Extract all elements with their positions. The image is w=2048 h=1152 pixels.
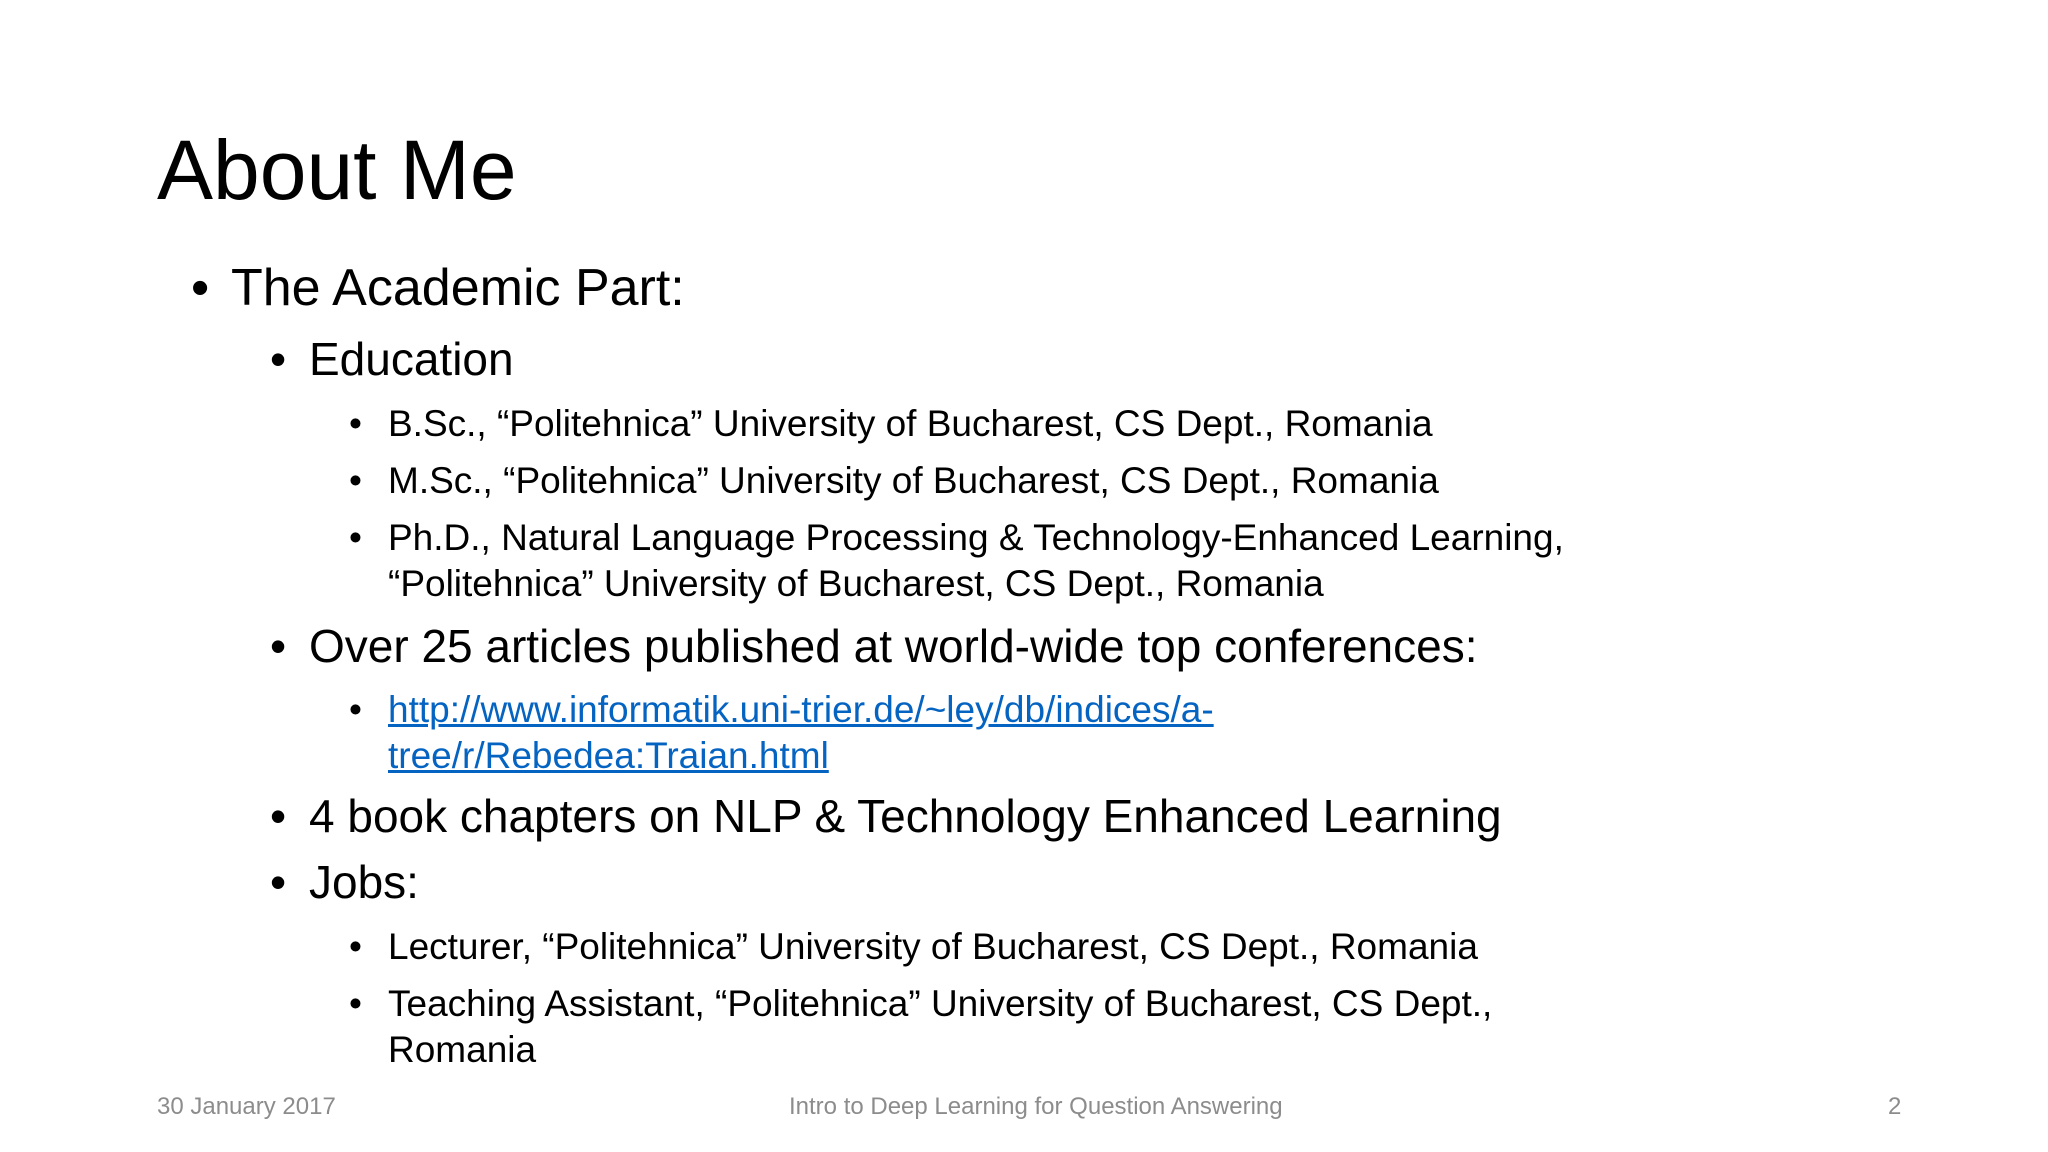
item-book-chapters: 4 book chapters on NLP & Technology Enhanced Learning bbox=[309, 790, 1502, 842]
bullet-phd: • bbox=[349, 517, 362, 558]
bullet-academic: • bbox=[191, 259, 210, 317]
item-articles: Over 25 articles published at world-wide top conferences: bbox=[309, 620, 1478, 672]
bullet-articles: • bbox=[270, 620, 287, 672]
bullet-msc: • bbox=[349, 460, 362, 501]
slide-title: About Me bbox=[157, 123, 517, 217]
item-bsc: B.Sc., “Politehnica” University of Bucharest, CS Dept., Romania bbox=[388, 403, 1433, 444]
item-education: Education bbox=[309, 333, 514, 385]
footer-page-number: 2 bbox=[1888, 1093, 1902, 1120]
footer-date: 30 January 2017 bbox=[157, 1093, 336, 1120]
item-lecturer: Lecturer, “Politehnica” University of Bucharest, CS Dept., Romania bbox=[388, 926, 1478, 967]
item-teaching-assistant-line2: Romania bbox=[388, 1029, 537, 1070]
footer-presentation-title: Intro to Deep Learning for Question Answering bbox=[789, 1093, 1283, 1120]
publications-link-line1[interactable]: http://www.informatik.uni-trier.de/~ley/db/indices/a- bbox=[388, 689, 1214, 730]
bullet-bsc: • bbox=[349, 403, 362, 444]
item-teaching-assistant-line1: Teaching Assistant, “Politehnica” University of Bucharest, CS Dept., bbox=[388, 983, 1493, 1024]
bullet-education: • bbox=[270, 333, 287, 385]
item-phd-line1: Ph.D., Natural Language Processing & Technology-Enhanced Learning, bbox=[388, 517, 1564, 558]
bullet-chapters: • bbox=[270, 790, 287, 842]
item-academic-part: The Academic Part: bbox=[231, 259, 685, 317]
publications-link-line2[interactable]: tree/r/Rebedea:Traian.html bbox=[388, 735, 829, 776]
item-msc: M.Sc., “Politehnica” University of Bucharest, CS Dept., Romania bbox=[388, 460, 1439, 501]
bullet-teaching-assistant: • bbox=[349, 983, 362, 1024]
item-jobs: Jobs: bbox=[309, 856, 419, 908]
item-phd-line2: “Politehnica” University of Bucharest, CS Dept., Romania bbox=[388, 563, 1324, 604]
bullet-lecturer: • bbox=[349, 926, 362, 967]
bullet-jobs: • bbox=[270, 856, 287, 908]
bullet-link: • bbox=[349, 689, 362, 730]
